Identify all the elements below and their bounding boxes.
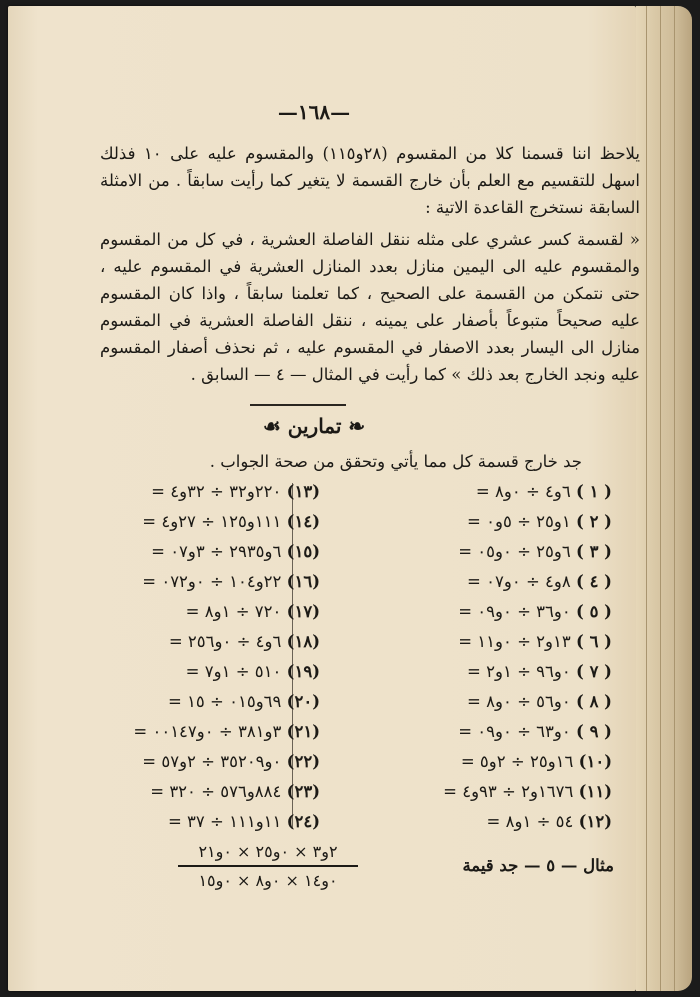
exercise-number: (١٩) <box>286 662 320 681</box>
exercise-number: ( ٤ ) <box>576 572 612 591</box>
page-edge-line <box>646 6 647 991</box>
exercise-number: (١٨) <box>286 632 320 651</box>
exercise-expression: ٥١٠ ÷ ١و٧ = <box>185 662 282 681</box>
paragraph-note: يلاحظ اننا قسمنا كلا من المقسوم (٢٨و١١٥) والمقسوم عليه على ١٠ فذلك اسهل للتقسيم مع العلم بأن خارج القسمة لا يتغير كما رأيت سابقاً . من الامثلة السابقة نستخرج القاعدة الاتية : <box>100 144 640 217</box>
exercise-expression: ٨٨٤و٥٧٦ ÷ ٣٢٠ = <box>150 782 282 801</box>
exercise-expression: ٠و٣٥٢٠٩ ÷ ٢و٥٧ = <box>142 752 282 771</box>
ornament-icon: ❧ <box>341 414 366 438</box>
exercise-expression: ٣و٣٨١ ÷ ٠و٠٠١٤٧ = <box>133 722 282 741</box>
heading-text: تمارين <box>287 414 342 438</box>
example-label: مثال — ٥ — جد قيمة <box>462 856 614 875</box>
exercise-number: ( ٣ ) <box>576 542 612 561</box>
exercise-expression: ١٦و٢٥ ÷ ٢و٥ = <box>460 752 574 771</box>
exercise-expression: ٧٢٠ ÷ ١و٨ = <box>185 602 282 621</box>
exercise-item <box>476 482 612 501</box>
exercise-expression: ٦و٤ ÷ ٠و٢٥٦ = <box>168 632 282 651</box>
paragraph-rule: « لقسمة كسر عشري على مثله ننقل الفاصلة العشرية ، في كل من المقسوم والمقسوم عليه الى اليمين منازل بعدد المنازل العشرية في المقسوم عليه ، حتى نتمكن من القسمة على الصحيح ، كما تعلمنا سابقاً ، واذا كان المقسوم عليه صحيحاً متبوعاً بأصفار على يمينه ، ننقل الفاصلة العشرية في المقسوم منازل الى اليسار بعدد الاصفار في المقسوم عليه ، ثم نحذف أصفار المقسوم عليه ونجد الخارج بعد ذلك » كما رأيت في المثال — ٤ — السابق . <box>100 230 640 384</box>
exercise-item <box>133 722 320 741</box>
exercise-item <box>150 782 320 801</box>
exercise-item <box>168 812 320 831</box>
fraction-numerator: ٢و٣ × ٠و٢٥ × ٠و٢١ <box>198 842 338 861</box>
exercise-item <box>461 752 612 771</box>
exercise-expression: ١و٢٥ ÷ ٥و٠ = <box>467 512 571 531</box>
exercises-heading <box>0 414 628 438</box>
exercise-item <box>142 512 320 531</box>
exercise-number: (١٦) <box>286 572 320 591</box>
exercise-item <box>458 632 612 651</box>
exercise-expression: ٠و٥٦ ÷ ٠و٨ = <box>467 692 571 711</box>
exercise-expression: ٦٩و٠١٥ ÷ ١٥ = <box>167 692 282 711</box>
exercise-number: (١٤) <box>286 512 320 531</box>
exercise-number: (٢٤) <box>286 812 320 831</box>
exercise-expression: ٦و٢٩٣٥ ÷ ٣و٠٧ = <box>151 542 282 561</box>
exercise-number: ( ٦ ) <box>576 632 612 651</box>
exercise-number: (١٠) <box>578 752 612 771</box>
exercise-number: ( ٨ ) <box>576 692 612 711</box>
exercise-item <box>169 632 320 651</box>
exercise-number: (١١) <box>578 782 612 801</box>
exercise-number: (١٧) <box>286 602 320 621</box>
exercise-item <box>186 662 320 681</box>
exercise-expression: ٨و٤ ÷ ٠و٠٧ = <box>467 572 571 591</box>
exercise-item <box>168 692 320 711</box>
exercise-number: ( ٩ ) <box>576 722 612 741</box>
exercise-item <box>458 542 612 561</box>
exercise-item <box>443 782 612 801</box>
exercise-expression: ١٦٧٦و٢ ÷ ٩٣و٤ = <box>443 782 574 801</box>
exercise-item <box>142 752 320 771</box>
exercise-item <box>458 602 612 621</box>
exercise-item <box>186 602 320 621</box>
exercise-number: (٢٣) <box>286 782 320 801</box>
exercise-item <box>458 722 612 741</box>
exercise-number: (١٢) <box>578 812 612 831</box>
exercise-expression: ٠و٣٦ ÷ ٠و٠٩ = <box>458 602 571 621</box>
fraction-bar <box>178 865 358 867</box>
exercise-expression: ٥٤ ÷ ١و٨ = <box>486 812 574 831</box>
page-edge-line <box>674 6 675 991</box>
exercise-expression: ١١١و١٢٥ ÷ ٢٧و٤ = <box>142 512 282 531</box>
exercise-expression: ٦و٤ ÷ ٠و٨ = <box>475 482 571 501</box>
exercise-number: ( ٥ ) <box>576 602 612 621</box>
exercise-expression: ٠و٩٦ ÷ ١و٢ = <box>467 662 571 681</box>
exercise-expression: ١٣و٢ ÷ ٠و١١ = <box>458 632 571 651</box>
exercise-number: ( ١ ) <box>576 482 612 501</box>
exercise-number: (١٥) <box>286 542 320 561</box>
exercise-expression: ٢٢٠و٣٢ ÷ ٣٢و٤ = <box>151 482 282 501</box>
exercise-item <box>151 542 320 561</box>
exercise-expression: ٠و٦٣ ÷ ٠و٠٩ = <box>458 722 571 741</box>
fraction-expression <box>178 842 358 890</box>
exercise-item <box>467 692 612 711</box>
exercise-item <box>467 662 612 681</box>
ornament-icon: ☙ <box>262 414 288 438</box>
exercise-item <box>467 572 612 591</box>
instruction-text: جد خارج قسمة كل مما يأتي وتحقق من صحة الجواب . <box>209 452 582 471</box>
exercise-number: (١٣) <box>286 482 320 501</box>
exercise-item <box>142 572 320 591</box>
page-stack-edge <box>636 6 692 991</box>
exercise-number: (٢٢) <box>286 752 320 771</box>
exercise-item <box>487 812 612 831</box>
page-edge-line <box>660 6 661 991</box>
exercise-expression: ٦و٢٥ ÷ ٠و٠٥ = <box>458 542 571 561</box>
page-number: —١٦٨— <box>277 100 351 124</box>
fraction-denominator: ٠و١٤ × ٠و٨ × ٠و١٥ <box>198 870 338 890</box>
exercise-expression: ٢٢و١٠٤ ÷ ٠و٠٧٢ = <box>142 572 282 591</box>
exercise-item <box>467 512 612 531</box>
section-rule <box>250 404 346 406</box>
exercise-number: ( ٧ ) <box>576 662 612 681</box>
exercise-number: (٢٠) <box>286 692 320 711</box>
exercise-item <box>151 482 320 501</box>
exercise-expression: ١١و١١١ ÷ ٣٧ = <box>167 812 282 831</box>
column-divider <box>292 483 293 828</box>
exercise-number: ( ٢ ) <box>576 512 612 531</box>
exercise-number: (٢١) <box>286 722 320 741</box>
